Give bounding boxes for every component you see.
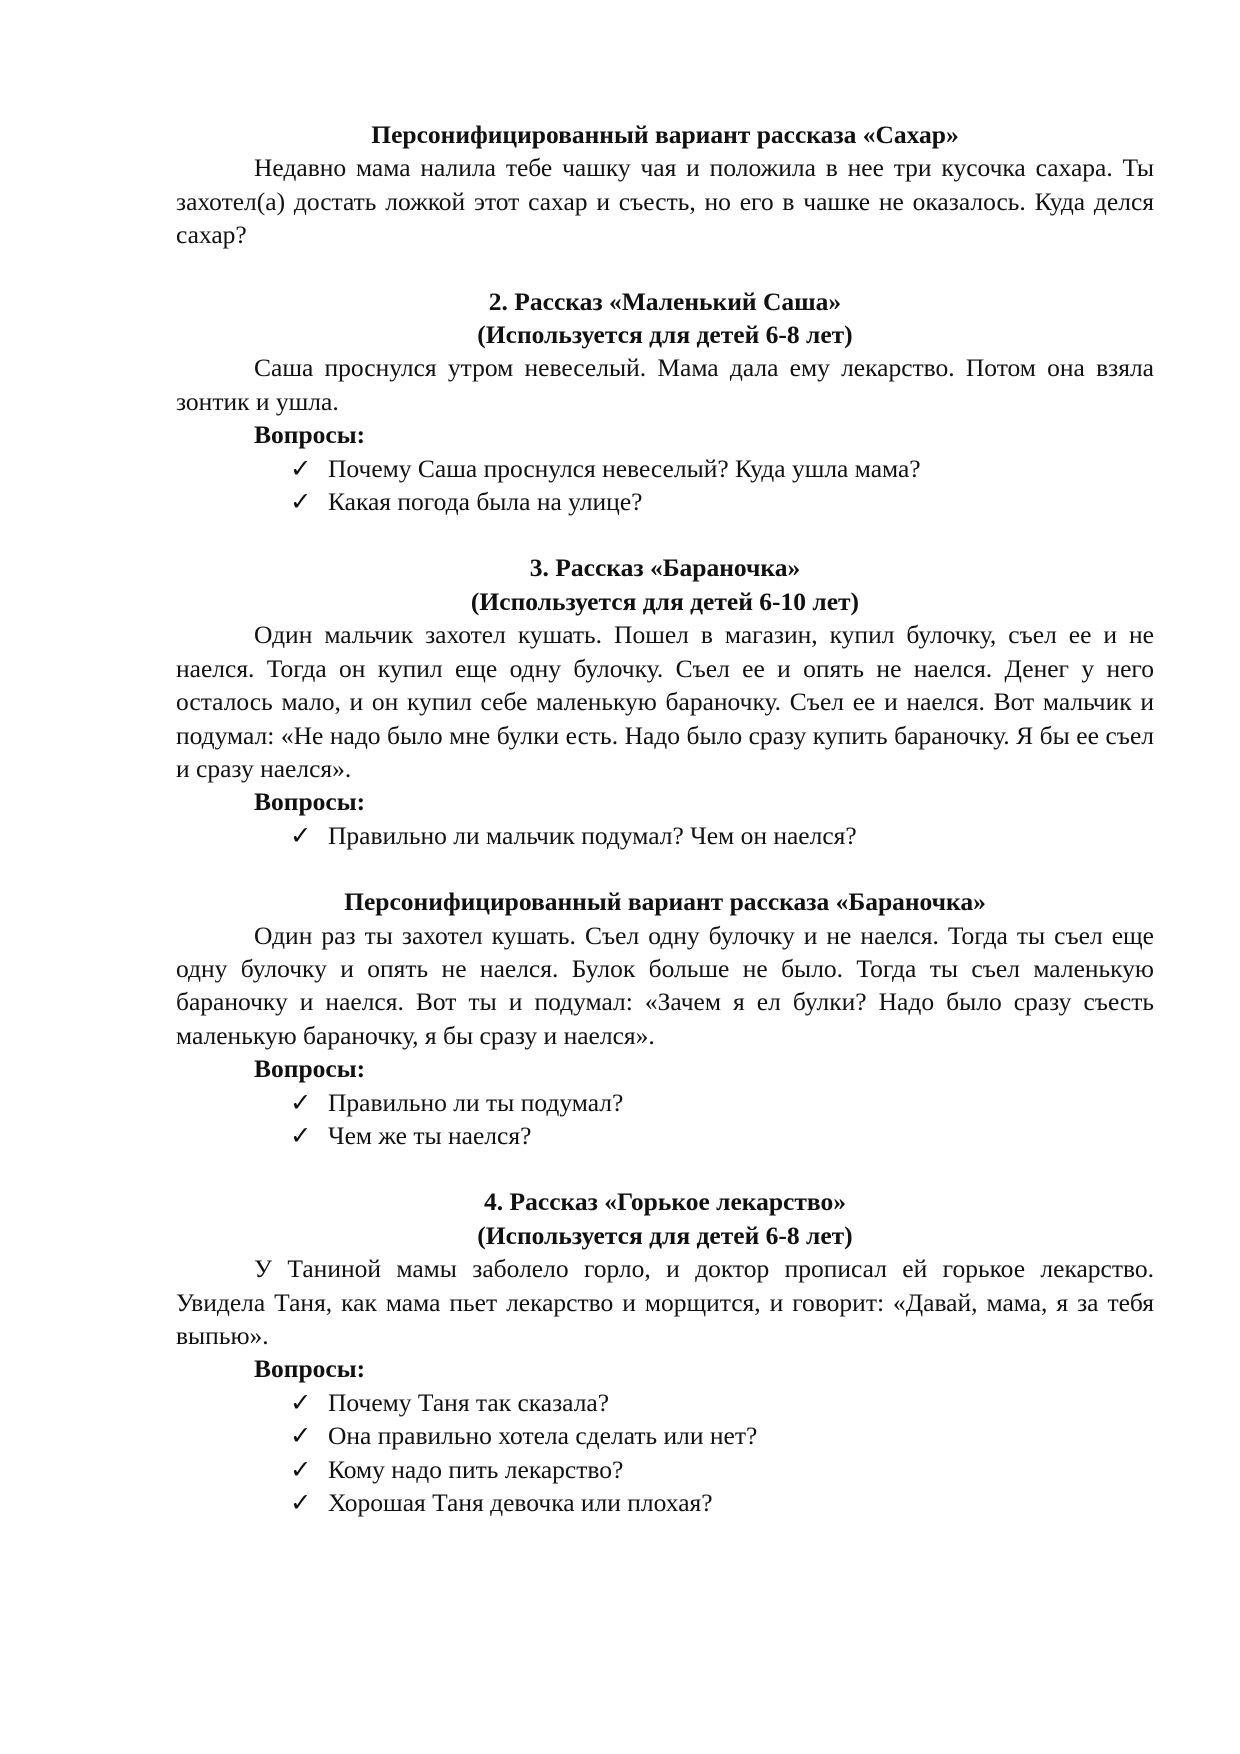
question-item	[290, 452, 1154, 485]
question-item	[290, 819, 1154, 852]
checkmark-icon: ✓	[290, 1387, 312, 1417]
question-item	[290, 1086, 1154, 1119]
section-subtitle: (Используется для детей 6-10 лет)	[470, 586, 860, 616]
question-item	[290, 1419, 1154, 1452]
story-paragraph: Недавно мама налила тебе чашку чая и положила в нее три кусочка сахара. Ты захотел(а) достать ложкой этот сахар и съесть, но его в чашке не оказалось. Куда делся сахар?	[176, 153, 1154, 250]
question-item	[290, 1386, 1154, 1419]
question-text: Почему Саша проснулся невеселый? Куда ушла мама?	[328, 453, 921, 483]
question-text: Какая погода была на улице?	[328, 487, 643, 517]
section-title: 2. Рассказ «Маленький Саша»	[488, 286, 842, 316]
section-title: Персонифицированный вариант рассказа «Бараночка»	[344, 887, 986, 917]
question-item	[290, 1453, 1154, 1486]
question-text: Почему Таня так сказала?	[328, 1387, 610, 1417]
question-text: Кому надо пить лекарство?	[328, 1454, 624, 1484]
question-text: Чем же ты наелся?	[328, 1120, 532, 1150]
section-title: 4. Рассказ «Горькое лекарство»	[484, 1187, 846, 1217]
checkmark-icon: ✓	[290, 453, 312, 483]
questions-label: Вопросы:	[254, 1054, 366, 1084]
checkmark-icon: ✓	[290, 1087, 312, 1117]
questions-label: Вопросы:	[254, 1354, 366, 1384]
story-paragraph: У Таниной мамы заболело горло, и доктор прописал ей горькое лекарство. Увидела Таня, как мама пьет лекарство и морщится, и говорит: «Давай, мама, я за тебя выпью».	[176, 1254, 1154, 1350]
question-text: Правильно ли мальчик подумал? Чем он наелся?	[328, 820, 857, 850]
question-text: Она правильно хотела сделать или нет?	[328, 1421, 758, 1451]
question-item	[290, 1119, 1154, 1152]
question-item	[290, 485, 1154, 518]
questions-list	[176, 1086, 1154, 1153]
questions-label: Вопросы:	[254, 787, 366, 817]
questions-list	[176, 1386, 1154, 1520]
checkmark-icon: ✓	[290, 1421, 312, 1451]
question-item	[290, 1486, 1154, 1519]
questions-list	[176, 819, 1154, 852]
checkmark-icon: ✓	[290, 487, 312, 517]
section-title: Персонифицированный вариант рассказа «Сахар»	[371, 120, 959, 149]
checkmark-icon: ✓	[290, 1120, 312, 1150]
checkmark-icon: ✓	[290, 1488, 312, 1518]
question-text: Правильно ли ты подумал?	[328, 1087, 624, 1117]
story-paragraph: Один мальчик захотел кушать. Пошел в магазин, купил булочку, съел ее и не наелся. Тогда он купил еще одну булочку. Съел ее и опять не наелся. Денег у него осталось мало, и он купил себе маленькую бараночку. Съел ее и наелся. Вот мальчик и подумал: «Не надо было мне булки есть. Надо было сразу купить бараночку. Я бы ее съел и сразу наелся».	[176, 620, 1154, 783]
question-text: Хорошая Таня девочка или плохая?	[328, 1488, 713, 1518]
section-title: 3. Рассказ «Бараночка»	[529, 553, 801, 583]
questions-label: Вопросы:	[254, 420, 366, 450]
checkmark-icon: ✓	[290, 1454, 312, 1484]
story-paragraph: Один раз ты захотел кушать. Съел одну булочку и не наелся. Тогда ты съел еще одну булочку и опять не наелся. Булок больше не было. Тогда ты съел маленькую бараночку и наелся. Вот ты и подумал: «Зачем я ел булки? Надо было сразу съесть маленькую бараночку, я бы сразу и наелся».	[176, 920, 1154, 1050]
checkmark-icon: ✓	[290, 820, 312, 850]
questions-list	[176, 452, 1154, 519]
document-page	[176, 118, 1154, 1519]
section-subtitle: (Используется для детей 6-8 лет)	[477, 1220, 853, 1250]
section-subtitle: (Используется для детей 6-8 лет)	[477, 320, 853, 350]
story-paragraph: Саша проснулся утром невеселый. Мама дала ему лекарство. Потом она взяла зонтик и ушла.	[176, 353, 1154, 416]
